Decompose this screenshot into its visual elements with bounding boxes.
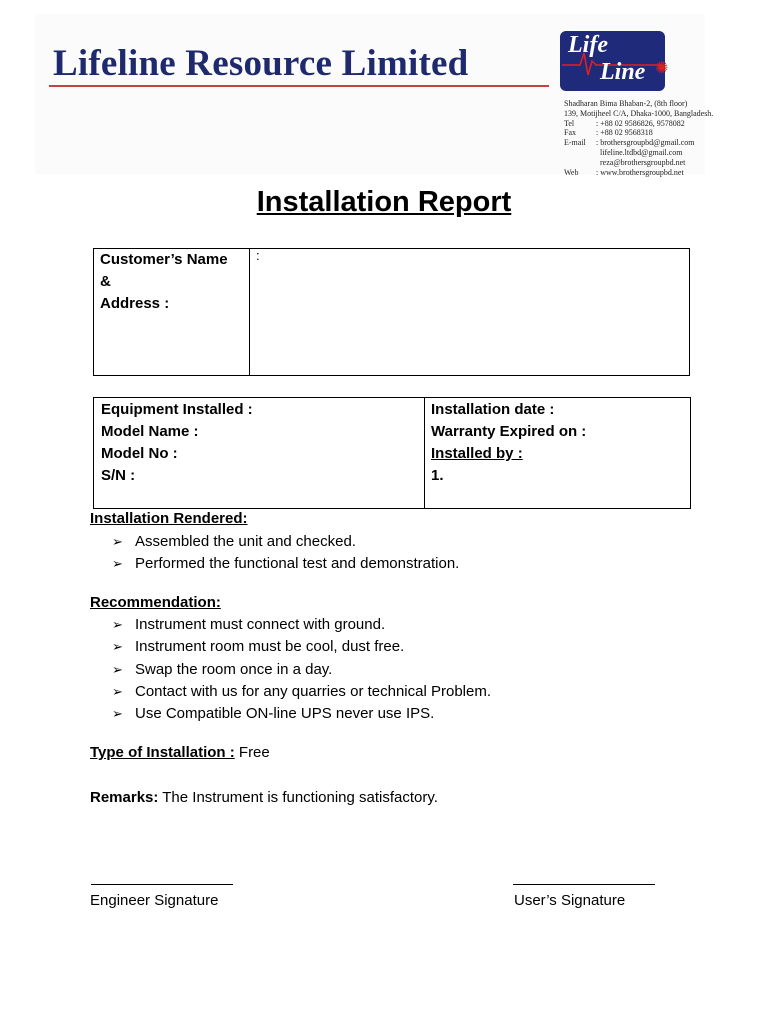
engineer-signature-line: [91, 884, 233, 885]
arrow-bullet-icon: ➢: [112, 706, 123, 722]
model-no-label: Model No :: [101, 445, 178, 462]
installed-by-label: Installed by :: [431, 445, 523, 462]
letterhead: [35, 14, 714, 177]
installation-rendered-list: [112, 531, 459, 576]
type-of-installation-label: Type of Installation :: [90, 744, 235, 761]
type-of-installation: [90, 744, 270, 761]
customer-value: :: [256, 248, 260, 263]
contact-address-1: Shadharan Bima Bhaban-2, (8th floor): [564, 99, 688, 108]
recommendation-heading: Recommendation:: [90, 594, 221, 611]
contact-email-2: lifeline.ltdbd@gmail.com: [600, 147, 683, 157]
serial-number-label: S/N :: [101, 467, 136, 484]
logo-text-line: Line: [600, 59, 646, 85]
contact-tel: Tel : +88 02 9586826, 9578082: [564, 118, 685, 128]
contact-block: [564, 99, 713, 177]
installation-date-label: Installation date :: [431, 401, 555, 418]
remarks: [90, 789, 438, 806]
equipment-left-labels: [101, 399, 253, 487]
contact-address-2: 139, Motijheel C/A, Dhaka-1000, Bangladesh.: [564, 108, 714, 118]
remarks-label: Remarks:: [90, 789, 159, 806]
user-signature-line: [513, 884, 655, 885]
customer-label: Customer’s Name & Address :: [100, 251, 228, 312]
arrow-bullet-icon: ➢: [112, 534, 123, 549]
contact-email: E-mail : brothersgroupbd@gmail.com: [564, 138, 695, 148]
list-item: ➢ Swap the room once in a day.: [112, 659, 491, 681]
customer-box-divider: [249, 248, 250, 376]
arrow-bullet-icon: ➢: [112, 639, 123, 655]
list-item: ➢ Instrument must connect with ground.: [112, 614, 491, 636]
engineer-signature-label: Engineer Signature: [90, 892, 219, 909]
model-name-label: Model Name :: [101, 423, 199, 440]
equipment-right-labels: [431, 399, 586, 487]
logo-star-icon: ✺: [655, 60, 669, 77]
type-of-installation-value: Free: [234, 744, 270, 761]
list-item: ➢ Contact with us for any quarries or technical Problem.: [112, 681, 491, 703]
list-item: ➢ Instrument room must be cool, dust free.: [112, 636, 491, 658]
installer-number: 1.: [431, 467, 444, 484]
contact-fax: Fax : +88 02 9568318: [564, 128, 653, 138]
contact-web: Web : www.brothersgroupbd.net: [564, 167, 684, 177]
installation-rendered-heading: Installation Rendered:: [90, 510, 248, 527]
list-item: ➢ Assembled the unit and checked.: [112, 531, 459, 553]
page-title: Installation Report: [256, 186, 512, 218]
contact-email-3: reza@brothersgroupbd.net: [600, 157, 686, 167]
company-underline: [49, 85, 549, 87]
arrow-bullet-icon: ➢: [112, 617, 123, 632]
lifeline-logo-icon: [560, 31, 665, 91]
logo-text-life: Life: [568, 32, 608, 58]
equipment-box-divider: [424, 397, 425, 509]
arrow-bullet-icon: ➢: [112, 556, 123, 572]
arrow-bullet-icon: ➢: [112, 661, 123, 677]
recommendation-list: [112, 614, 491, 725]
warranty-expired-label: Warranty Expired on :: [431, 423, 587, 440]
remarks-value: The Instrument is functioning satisfactory.: [158, 789, 438, 806]
company-name: Lifeline Resource Limited: [53, 43, 469, 84]
list-item: ➢ Use Compatible ON-line UPS never use IPS.: [112, 703, 491, 725]
equipment-installed-label: Equipment Installed :: [101, 401, 253, 418]
user-signature-label: User’s Signature: [514, 892, 626, 909]
list-item: ➢ Performed the functional test and demonstration.: [112, 553, 459, 575]
arrow-bullet-icon: ➢: [112, 683, 123, 699]
